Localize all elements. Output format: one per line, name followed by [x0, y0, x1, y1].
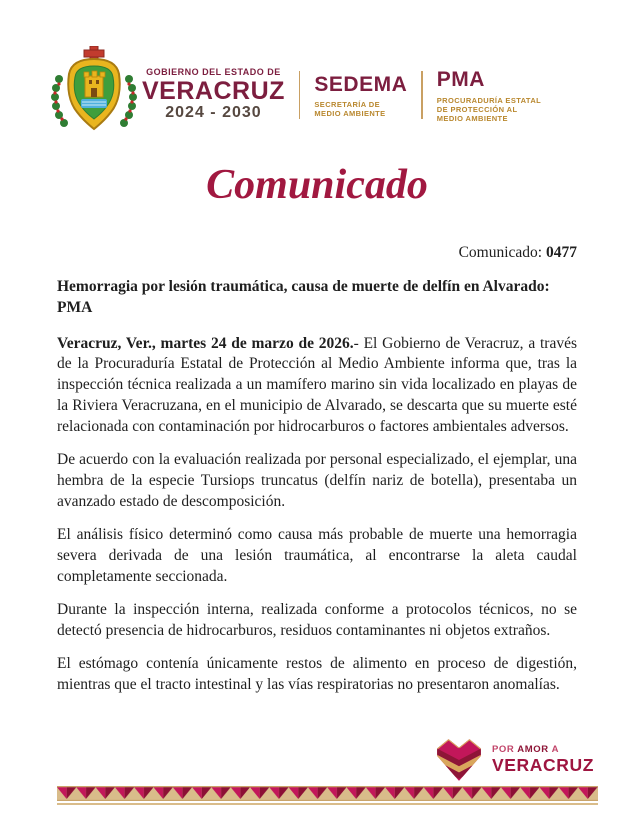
paragraph: [57, 525, 577, 587]
state-name: VERACRUZ: [142, 77, 285, 106]
tagline-text: [492, 745, 594, 775]
tagline-amor: AMOR: [517, 744, 549, 756]
header-logos: [50, 46, 545, 144]
veracruz-coat-of-arms-icon: [50, 46, 138, 144]
sedema-subtitle: SECRETARÍA DE MEDIO AMBIENTE: [314, 100, 386, 119]
document-body: [57, 277, 577, 708]
paragraph: [57, 600, 577, 642]
pma-logo-block: [437, 67, 545, 122]
paragraph: [57, 334, 577, 438]
pma-subtitle: PROCURADURÍA ESTATAL DE PROTECCIÓN AL MEDIO AMBIENTE: [436, 95, 542, 123]
paragraph-text: - El Gobierno de Veracruz, a través de la Procuraduría Estatal de Protección al Medio Ambiente informa que, tras la inspección técnica realizada a un mamífero marino sin vida localizado en playas de la Riviera Veracruzana, en el municipio de Alvarado, se descarta que su muerte esté relacionada con contaminación por hidrocarburos o factores ambientales adversos.: [57, 334, 577, 435]
zigzag-border-underline: [57, 803, 598, 805]
comunicado-number-line: [459, 244, 577, 262]
sedema-logo-block: [314, 72, 407, 118]
sedema-acronym: SEDEMA: [314, 72, 408, 96]
paragraph-text: De acuerdo con la evaluación realizada por personal especializado, el ejemplar, una hembra de la especie Tursiops truncatus (delfín nariz de botella), presentaba un avanzado estado de descomposición.: [57, 451, 577, 510]
paragraph-dateline: Veracruz, Ver., martes 24 de marzo de 2026.: [57, 334, 354, 352]
tagline-post: A: [548, 744, 560, 756]
tagline-veracruz: VERACRUZ: [491, 754, 594, 775]
pma-acronym: PMA: [436, 68, 485, 92]
comunicado-label: Comunicado:: [458, 244, 543, 261]
paragraph: [57, 654, 577, 696]
geometric-heart-icon: [435, 737, 483, 783]
document-title: Comunicado: [206, 162, 428, 208]
headline: Hemorragia por lesión traumática, causa de muerte de delfín en Alvarado: PMA: [57, 278, 550, 316]
zigzag-border: [57, 786, 598, 801]
term-years: 2024 - 2030: [165, 104, 262, 122]
paragraph-text: Durante la inspección interna, realizada conforme a protocolos técnicos, no se detectó presencia de hidrocarburos, residuos contaminantes ni objetos extraños.: [57, 600, 577, 639]
tagline-pre: POR: [491, 744, 518, 756]
gobierno-brand-block: [142, 68, 285, 122]
por-amor-a-veracruz-logo: [435, 737, 594, 783]
header-divider: [421, 71, 423, 119]
header-divider: [299, 71, 301, 119]
gobierno-label: GOBIERNO DEL ESTADO DE: [146, 66, 281, 77]
paragraph-text: El estómago contenía únicamente restos de alimento en proceso de digestión, mientras que el tracto intestinal y las vías respiratorias no presentaron anomalías.: [57, 654, 577, 693]
comunicado-number: 0477: [546, 244, 577, 261]
paragraph: [57, 450, 577, 512]
paragraph-text: El análisis físico determinó como causa más probable de muerte una hemorragia severa derivada de una lesión traumática, al encontrarse la aleta caudal completamente seccionada.: [57, 525, 577, 585]
